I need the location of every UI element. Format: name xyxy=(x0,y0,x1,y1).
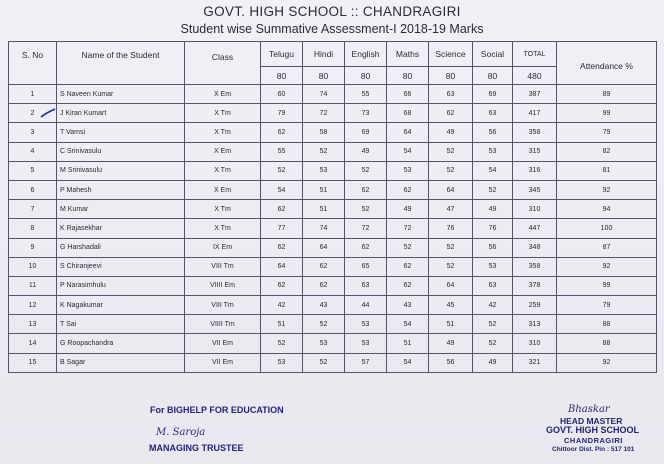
cell-social: 53 xyxy=(473,257,513,276)
table-row xyxy=(9,315,657,334)
cell-maths: 62 xyxy=(387,276,429,295)
table-row xyxy=(9,238,657,257)
cell-hindi: 43 xyxy=(303,296,345,315)
cell-social: 63 xyxy=(473,104,513,123)
stamp-line-3: CHANDRAGIRI xyxy=(564,436,623,445)
cell-sno: 9 xyxy=(9,238,57,257)
table-row xyxy=(9,104,657,123)
cell-science: 52 xyxy=(429,161,473,180)
cell-total: 310 xyxy=(513,200,557,219)
cell-class: VIII Tm xyxy=(185,296,261,315)
cell-attendance: 87 xyxy=(557,238,657,257)
cell-hindi: 64 xyxy=(303,238,345,257)
cell-name: G Roopachandra xyxy=(57,334,185,353)
cell-english: 53 xyxy=(345,315,387,334)
cell-total: 358 xyxy=(513,257,557,276)
header-row xyxy=(9,42,657,67)
cell-telugu: 77 xyxy=(261,219,303,238)
trustee-role: MANAGING TRUSTEE xyxy=(149,443,244,453)
cell-class: X Tm xyxy=(185,200,261,219)
table-row xyxy=(9,161,657,180)
col-english: English xyxy=(345,42,387,67)
cell-sno: 1 xyxy=(9,85,57,104)
col-attendance: Attendance % xyxy=(557,42,657,85)
cell-class: X Em xyxy=(185,142,261,161)
cell-total: 387 xyxy=(513,85,557,104)
cell-maths: 66 xyxy=(387,85,429,104)
cell-attendance: 79 xyxy=(557,296,657,315)
cell-telugu: 62 xyxy=(261,123,303,142)
cell-hindi: 62 xyxy=(303,276,345,295)
cell-sno: 12 xyxy=(9,296,57,315)
table-row xyxy=(9,219,657,238)
cell-class: X Tm xyxy=(185,104,261,123)
cell-maths: 54 xyxy=(387,315,429,334)
cell-science: 49 xyxy=(429,123,473,142)
cell-attendance: 82 xyxy=(557,142,657,161)
cell-total: 316 xyxy=(513,161,557,180)
table-row xyxy=(9,123,657,142)
max-telugu: 80 xyxy=(261,67,303,85)
cell-name: J Kiran Kumart xyxy=(57,104,185,123)
cell-telugu: 52 xyxy=(261,334,303,353)
cell-social: 56 xyxy=(473,123,513,142)
cell-english: 72 xyxy=(345,219,387,238)
cell-name: M Srinivasulu xyxy=(57,161,185,180)
cell-attendance: 99 xyxy=(557,276,657,295)
cell-total: 447 xyxy=(513,219,557,238)
cell-science: 62 xyxy=(429,104,473,123)
cell-name: P Mahesh xyxy=(57,180,185,199)
cell-total: 321 xyxy=(513,353,557,372)
cell-social: 49 xyxy=(473,353,513,372)
cell-sno: 13 xyxy=(9,315,57,334)
table-row xyxy=(9,85,657,104)
cell-english: 63 xyxy=(345,276,387,295)
report-subtitle: Student wise Summative Assessment-I 2018-19 Marks xyxy=(180,22,484,36)
cell-total: 259 xyxy=(513,296,557,315)
max-hindi: 80 xyxy=(303,67,345,85)
cell-social: 49 xyxy=(473,200,513,219)
cell-class: X Tm xyxy=(185,219,261,238)
cell-attendance: 88 xyxy=(557,315,657,334)
cell-attendance: 94 xyxy=(557,200,657,219)
stamp-line-1: HEAD MASTER xyxy=(560,416,623,426)
cell-social: 52 xyxy=(473,334,513,353)
cell-science: 63 xyxy=(429,85,473,104)
cell-sno: 7 xyxy=(9,200,57,219)
max-total: 480 xyxy=(513,67,557,85)
col-total: TOTAL xyxy=(513,42,557,67)
cell-telugu: 60 xyxy=(261,85,303,104)
cell-social: 56 xyxy=(473,238,513,257)
cell-sno: 11 xyxy=(9,276,57,295)
cell-telugu: 51 xyxy=(261,315,303,334)
cell-hindi: 52 xyxy=(303,315,345,334)
cell-class: X Em xyxy=(185,85,261,104)
cell-science: 52 xyxy=(429,257,473,276)
cell-maths: 51 xyxy=(387,334,429,353)
cell-sno: 8 xyxy=(9,219,57,238)
col-sno: S. No xyxy=(9,42,57,85)
cell-name: K Nagakumar xyxy=(57,296,185,315)
cell-telugu: 62 xyxy=(261,200,303,219)
cell-name: M Kumar xyxy=(57,200,185,219)
cell-maths: 43 xyxy=(387,296,429,315)
cell-sno: 10 xyxy=(9,257,57,276)
cell-english: 53 xyxy=(345,334,387,353)
cell-science: 47 xyxy=(429,200,473,219)
cell-telugu: 42 xyxy=(261,296,303,315)
cell-sno: 5 xyxy=(9,161,57,180)
cell-name: S Naveen Kumar xyxy=(57,85,185,104)
cell-attendance: 92 xyxy=(557,353,657,372)
cell-hindi: 62 xyxy=(303,257,345,276)
cell-social: 63 xyxy=(473,276,513,295)
cell-english: 57 xyxy=(345,353,387,372)
cell-sno: 15 xyxy=(9,353,57,372)
cell-english: 69 xyxy=(345,123,387,142)
col-social: Social xyxy=(473,42,513,67)
table-row xyxy=(9,257,657,276)
stamp-line-4: Chittoor Dist. Pin : 517 101 xyxy=(552,446,635,453)
cell-hindi: 52 xyxy=(303,142,345,161)
table-row xyxy=(9,180,657,199)
cell-attendance: 92 xyxy=(557,180,657,199)
cell-name: S Chiranjeevi xyxy=(57,257,185,276)
cell-hindi: 74 xyxy=(303,85,345,104)
cell-attendance: 99 xyxy=(557,104,657,123)
cell-science: 56 xyxy=(429,353,473,372)
cell-name: T Vamsi xyxy=(57,123,185,142)
table-row xyxy=(9,276,657,295)
cell-attendance: 89 xyxy=(557,85,657,104)
trustee-signature: M. Saroja xyxy=(156,427,206,438)
max-maths: 80 xyxy=(387,67,429,85)
stamp-line-2: GOVT. HIGH SCHOOL xyxy=(546,425,640,435)
cell-hindi: 52 xyxy=(303,353,345,372)
cell-english: 65 xyxy=(345,257,387,276)
cell-english: 52 xyxy=(345,200,387,219)
cell-science: 52 xyxy=(429,238,473,257)
cell-science: 49 xyxy=(429,334,473,353)
cell-hindi: 51 xyxy=(303,180,345,199)
cell-telugu: 62 xyxy=(261,238,303,257)
col-science: Science xyxy=(429,42,473,67)
cell-sno: 4 xyxy=(9,142,57,161)
cell-hindi: 72 xyxy=(303,104,345,123)
col-hindi: Hindi xyxy=(303,42,345,67)
headmaster-signature: Bhaskar xyxy=(568,404,610,415)
cell-sno: 3 xyxy=(9,123,57,142)
cell-class: VII Em xyxy=(185,334,261,353)
cell-total: 348 xyxy=(513,238,557,257)
cell-total: 358 xyxy=(513,123,557,142)
cell-hindi: 53 xyxy=(303,161,345,180)
max-english: 80 xyxy=(345,67,387,85)
cell-maths: 52 xyxy=(387,238,429,257)
cell-english: 62 xyxy=(345,180,387,199)
cell-name: B Sagar xyxy=(57,353,185,372)
cell-maths: 49 xyxy=(387,200,429,219)
cell-class: VIIII Tm xyxy=(185,315,261,334)
table-row xyxy=(9,142,657,161)
cell-name: T Sai xyxy=(57,315,185,334)
col-telugu: Telugu xyxy=(261,42,303,67)
cell-english: 62 xyxy=(345,238,387,257)
cell-social: 69 xyxy=(473,85,513,104)
cell-science: 64 xyxy=(429,276,473,295)
cell-telugu: 52 xyxy=(261,161,303,180)
table-row xyxy=(9,334,657,353)
cell-attendance: 88 xyxy=(557,334,657,353)
cell-sno: 2 xyxy=(9,104,57,123)
cell-telugu: 79 xyxy=(261,104,303,123)
col-class: Class xyxy=(185,42,261,85)
max-science: 80 xyxy=(429,67,473,85)
col-maths: Maths xyxy=(387,42,429,67)
cell-attendance: 81 xyxy=(557,161,657,180)
cell-total: 310 xyxy=(513,334,557,353)
max-social: 80 xyxy=(473,67,513,85)
cell-name: G Harshadali xyxy=(57,238,185,257)
cell-telugu: 64 xyxy=(261,257,303,276)
cell-telugu: 54 xyxy=(261,180,303,199)
cell-english: 73 xyxy=(345,104,387,123)
cell-attendance: 79 xyxy=(557,123,657,142)
table-row xyxy=(9,296,657,315)
cell-total: 417 xyxy=(513,104,557,123)
cell-maths: 62 xyxy=(387,257,429,276)
cell-social: 76 xyxy=(473,219,513,238)
cell-maths: 68 xyxy=(387,104,429,123)
cell-telugu: 53 xyxy=(261,353,303,372)
student-rows xyxy=(9,85,657,373)
headmaster-stamp xyxy=(520,404,660,464)
cell-english: 44 xyxy=(345,296,387,315)
cell-english: 52 xyxy=(345,161,387,180)
cell-sno: 14 xyxy=(9,334,57,353)
cell-english: 55 xyxy=(345,85,387,104)
cell-telugu: 62 xyxy=(261,276,303,295)
cell-name: C Srinivasulu xyxy=(57,142,185,161)
cell-english: 49 xyxy=(345,142,387,161)
cell-class: X Tm xyxy=(185,161,261,180)
cell-sno: 6 xyxy=(9,180,57,199)
cell-science: 45 xyxy=(429,296,473,315)
cell-attendance: 92 xyxy=(557,257,657,276)
cell-science: 64 xyxy=(429,180,473,199)
cell-name: P Narasimhulu xyxy=(57,276,185,295)
cell-class: IX Em xyxy=(185,238,261,257)
cell-social: 52 xyxy=(473,180,513,199)
marks-table xyxy=(8,41,657,373)
cell-social: 53 xyxy=(473,142,513,161)
cell-maths: 64 xyxy=(387,123,429,142)
cell-maths: 72 xyxy=(387,219,429,238)
cell-science: 51 xyxy=(429,315,473,334)
table-row xyxy=(9,353,657,372)
cell-maths: 54 xyxy=(387,353,429,372)
cell-attendance: 100 xyxy=(557,219,657,238)
cell-science: 76 xyxy=(429,219,473,238)
cell-total: 313 xyxy=(513,315,557,334)
cell-hindi: 58 xyxy=(303,123,345,142)
cell-total: 345 xyxy=(513,180,557,199)
cell-total: 378 xyxy=(513,276,557,295)
cell-class: X Tm xyxy=(185,123,261,142)
school-title: GOVT. HIGH SCHOOL :: CHANDRAGIRI xyxy=(203,4,461,19)
cell-maths: 62 xyxy=(387,180,429,199)
cell-social: 52 xyxy=(473,315,513,334)
cell-hindi: 51 xyxy=(303,200,345,219)
cell-class: VII Em xyxy=(185,353,261,372)
cell-hindi: 74 xyxy=(303,219,345,238)
pen-tick-mark xyxy=(40,108,56,118)
cell-class: X Em xyxy=(185,180,261,199)
cell-name: K Rajasekhar xyxy=(57,219,185,238)
cell-social: 54 xyxy=(473,161,513,180)
cell-social: 42 xyxy=(473,296,513,315)
cell-maths: 54 xyxy=(387,142,429,161)
cell-class: VIIII Em xyxy=(185,276,261,295)
table-row xyxy=(9,200,657,219)
cell-total: 315 xyxy=(513,142,557,161)
cell-science: 52 xyxy=(429,142,473,161)
cell-telugu: 55 xyxy=(261,142,303,161)
org-name: For BIGHELP FOR EDUCATION xyxy=(150,405,284,415)
cell-hindi: 53 xyxy=(303,334,345,353)
col-name: Name of the Student xyxy=(57,42,185,85)
cell-maths: 53 xyxy=(387,161,429,180)
cell-class: VIII Tm xyxy=(185,257,261,276)
